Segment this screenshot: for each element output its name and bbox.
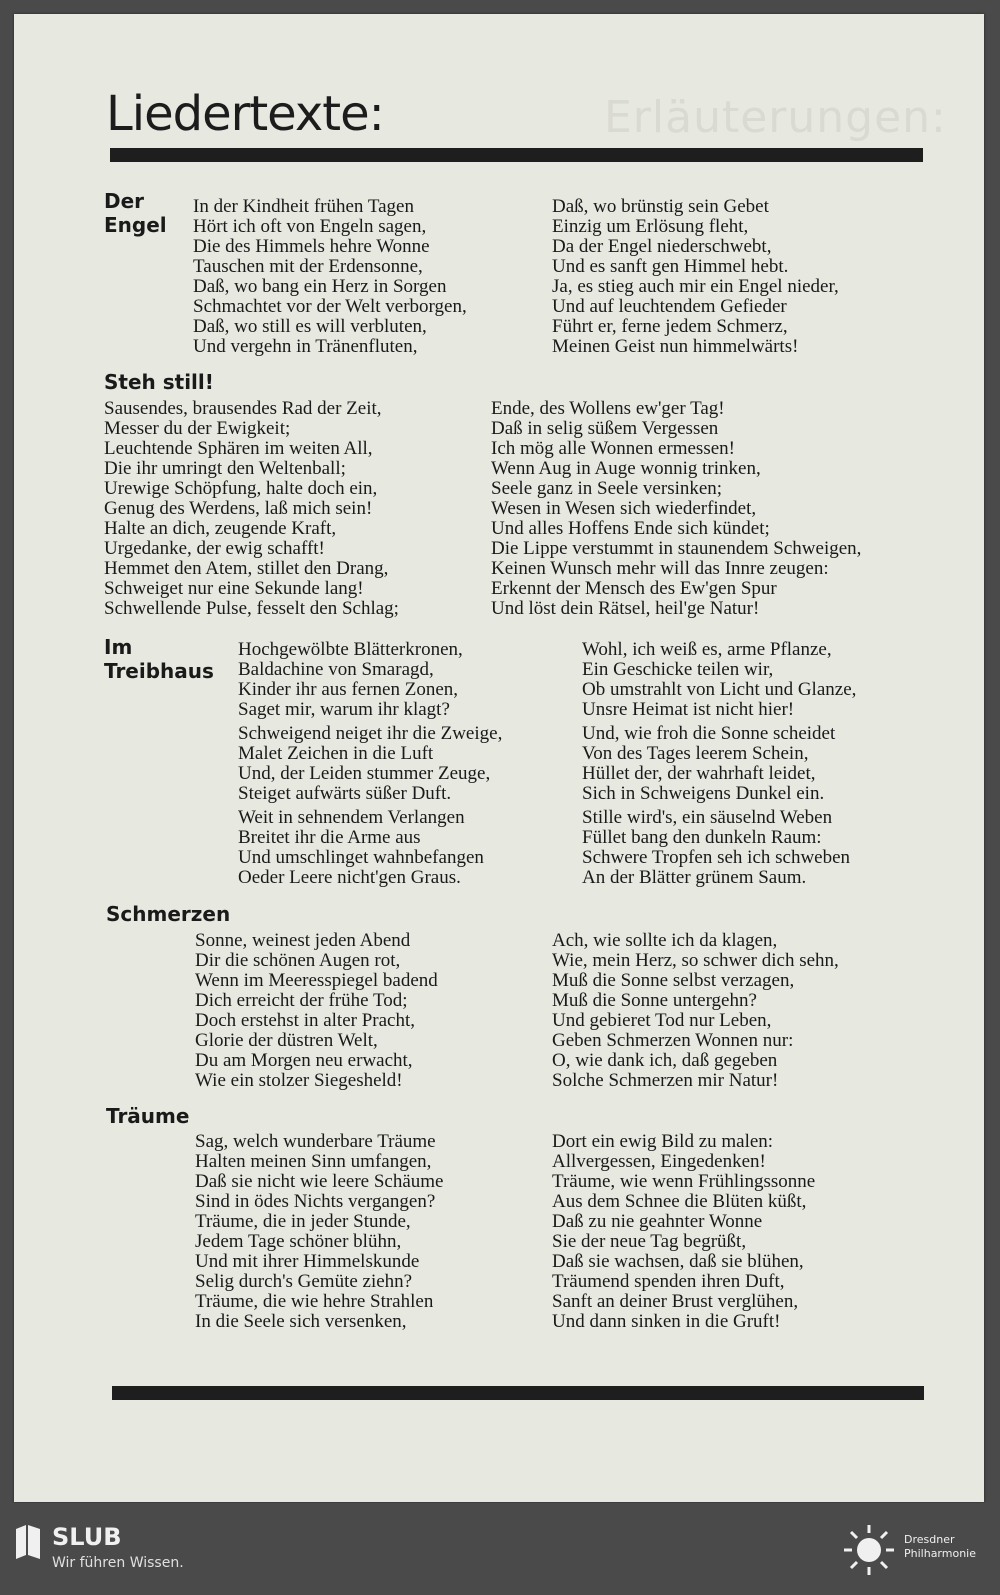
verse-line: Hüllet der, der wahrhaft leidet, bbox=[582, 763, 816, 784]
verse-line: Da der Engel niederschwebt, bbox=[552, 236, 772, 257]
show-through-text: Erläuterungen: bbox=[604, 92, 947, 143]
verse-line: Urewige Schöpfung, halte doch ein, bbox=[104, 478, 378, 499]
verse-line: Wohl, ich weiß es, arme Pflanze, bbox=[582, 639, 832, 660]
song-im-treibhaus-col2 bbox=[582, 640, 856, 888]
philharmonie-line2: Philharmonie bbox=[904, 1547, 976, 1560]
verse-line: Träume, die wie hehre Strahlen bbox=[195, 1291, 434, 1312]
verse-line: Genug des Werdens, laß mich sein! bbox=[104, 498, 373, 519]
heading-line: Engel bbox=[104, 213, 167, 237]
verse-line: Dich erreicht der frühe Tod; bbox=[195, 990, 408, 1011]
song-heading-traeume bbox=[106, 1104, 189, 1128]
verse-line: Keinen Wunsch mehr will das Innre zeugen: bbox=[491, 558, 829, 579]
verse-line: Ein Geschicke teilen wir, bbox=[582, 659, 774, 680]
verse-line: Daß zu nie geahnter Wonne bbox=[552, 1211, 763, 1232]
verse-line: Die Lippe verstummt in staunendem Schweigen, bbox=[491, 538, 862, 559]
verse-line: Du am Morgen neu erwacht, bbox=[195, 1050, 413, 1071]
song-im-treibhaus-col1 bbox=[238, 640, 502, 888]
verse-line: Sonne, weinest jeden Abend bbox=[195, 930, 411, 951]
verse-line: Tauschen mit der Erdensonne, bbox=[193, 256, 423, 277]
page-title: Liedertexte: bbox=[106, 86, 384, 142]
verse-line: Weit in sehnendem Verlangen bbox=[238, 807, 465, 828]
verse-line: Ach, wie sollte ich da klagen, bbox=[552, 930, 778, 951]
verse-line: Wie, mein Herz, so schwer dich sehn, bbox=[552, 950, 839, 971]
verse-line: Wenn Aug in Auge wonnig trinken, bbox=[491, 458, 761, 479]
verse-line: Die ihr umringt den Weltenball; bbox=[104, 458, 346, 479]
verse-line: Steiget aufwärts süßer Duft. bbox=[238, 783, 452, 804]
verse-line: Schwere Tropfen seh ich schweben bbox=[582, 847, 851, 868]
verse-line: Daß sie nicht wie leere Schäume bbox=[195, 1171, 444, 1192]
verse-line: Führt er, ferne jedem Schmerz, bbox=[552, 316, 788, 337]
heading-line: Steh still! bbox=[104, 370, 214, 394]
heading-line: Der bbox=[104, 189, 145, 213]
verse-line: Und, wie froh die Sonne scheidet bbox=[582, 723, 836, 744]
footer-bar bbox=[0, 1503, 1000, 1595]
verse-line: Stille wird's, ein säuselnd Weben bbox=[582, 807, 833, 828]
verse-line: O, wie dank ich, daß gegeben bbox=[552, 1050, 778, 1071]
verse-line: Daß in selig süßem Vergessen bbox=[491, 418, 719, 439]
song-schmerzen-col2 bbox=[552, 931, 839, 1091]
verse-line: Saget mir, warum ihr klagt? bbox=[238, 699, 450, 720]
verse-line: Kinder ihr aus fernen Zonen, bbox=[238, 679, 459, 700]
verse-line: Schwellende Pulse, fesselt den Schlag; bbox=[104, 598, 399, 619]
verse-line: Sausendes, brausendes Rad der Zeit, bbox=[104, 398, 382, 419]
document-page bbox=[14, 14, 984, 1502]
verse-line: Ich mög alle Wonnen ermessen! bbox=[491, 438, 735, 459]
song-der-engel-col2 bbox=[552, 197, 839, 357]
verse-line: Solche Schmerzen mir Natur! bbox=[552, 1070, 779, 1091]
verse-line: Schweiget nur eine Sekunde lang! bbox=[104, 578, 364, 599]
song-traeume-col1 bbox=[195, 1132, 443, 1332]
verse-line: Meinen Geist nun himmelwärts! bbox=[552, 336, 799, 357]
verse-line: Seele ganz in Seele versinken; bbox=[491, 478, 723, 499]
verse-line: Und vergehn in Tränenfluten, bbox=[193, 336, 418, 357]
verse-line: Träume, die in jeder Stunde, bbox=[195, 1211, 411, 1232]
song-heading-im-treibhaus bbox=[104, 635, 214, 683]
verse-line: Von des Tages leerem Schein, bbox=[582, 743, 809, 764]
verse-line: Malet Zeichen in die Luft bbox=[238, 743, 434, 764]
verse-line: Wenn im Meeresspiegel badend bbox=[195, 970, 438, 991]
verse-line: Aus dem Schnee die Blüten küßt, bbox=[552, 1191, 807, 1212]
verse-line: Und mit ihrer Himmelskunde bbox=[195, 1251, 420, 1272]
verse-line: Daß, wo bang ein Herz in Sorgen bbox=[193, 276, 447, 297]
verse-line: Schweigend neiget ihr die Zweige, bbox=[238, 723, 503, 744]
verse-line: In der Kindheit frühen Tagen bbox=[193, 196, 414, 217]
book-icon bbox=[14, 1525, 42, 1561]
verse-line: Und auf leuchtendem Gefieder bbox=[552, 296, 787, 317]
verse-line: An der Blätter grünem Saum. bbox=[582, 867, 807, 888]
verse-line: Träume, wie wenn Frühlingssonne bbox=[552, 1171, 816, 1192]
song-steh-still-col2 bbox=[491, 399, 861, 619]
verse-line: Daß sie wachsen, daß sie blühen, bbox=[552, 1251, 804, 1272]
song-traeume-col2 bbox=[552, 1132, 815, 1332]
bottom-rule bbox=[112, 1386, 924, 1400]
slub-tagline: Wir führen Wissen. bbox=[52, 1555, 184, 1571]
verse-line: Muß die Sonne untergehn? bbox=[552, 990, 757, 1011]
verse-line: Und es sanft gen Himmel hebt. bbox=[552, 256, 789, 277]
song-steh-still-col1 bbox=[104, 399, 399, 619]
heading-line: Im bbox=[104, 635, 133, 659]
verse-line: Ob umstrahlt von Licht und Glanze, bbox=[582, 679, 857, 700]
verse-line: Träumend spenden ihren Duft, bbox=[552, 1271, 785, 1292]
verse-line: Dir die schönen Augen rot, bbox=[195, 950, 401, 971]
song-heading-steh-still bbox=[104, 370, 214, 394]
verse-line: Dort ein ewig Bild zu malen: bbox=[552, 1131, 774, 1152]
verse-line: Glorie der düstren Welt, bbox=[195, 1030, 378, 1051]
verse-line: Geben Schmerzen Wonnen nur: bbox=[552, 1030, 794, 1051]
verse-line: Schmachtet vor der Welt verborgen, bbox=[193, 296, 467, 317]
verse-line: Wesen in Wesen sich wiederfindet, bbox=[491, 498, 757, 519]
verse-line: Sie der neue Tag begrüßt, bbox=[552, 1231, 747, 1252]
verse-line: Wie ein stolzer Siegesheld! bbox=[195, 1070, 403, 1091]
verse-line: Halten meinen Sinn umfangen, bbox=[195, 1151, 432, 1172]
slub-logo-text[interactable]: SLUB bbox=[52, 1523, 122, 1551]
verse-line: Urgedanke, der ewig schafft! bbox=[104, 538, 325, 559]
verse-line: Hemmet den Atem, stillet den Drang, bbox=[104, 558, 389, 579]
verse-line: Hört ich oft von Engeln sagen, bbox=[193, 216, 427, 237]
top-rule bbox=[110, 148, 923, 162]
verse-line: Unsre Heimat ist nicht hier! bbox=[582, 699, 795, 720]
verse-line: Baldachine von Smaragd, bbox=[238, 659, 434, 680]
verse-line: Und, der Leiden stummer Zeuge, bbox=[238, 763, 491, 784]
verse-line: Sich in Schweigens Dunkel ein. bbox=[582, 783, 825, 804]
philharmonie-line1: Dresdner bbox=[904, 1533, 955, 1546]
verse-line: Sind in ödes Nichts vergangen? bbox=[195, 1191, 436, 1212]
verse-line: Allvergessen, Eingedenken! bbox=[552, 1151, 766, 1172]
verse-line: Sanft an deiner Brust verglühen, bbox=[552, 1291, 799, 1312]
verse-line: Messer du der Ewigkeit; bbox=[104, 418, 291, 439]
verse-line: Hochgewölbte Blätterkronen, bbox=[238, 639, 463, 660]
verse-line: Leuchtende Sphären im weiten All, bbox=[104, 438, 373, 459]
heading-line: Träume bbox=[106, 1104, 190, 1128]
verse-line: Die des Himmels hehre Wonne bbox=[193, 236, 430, 257]
song-heading-schmerzen bbox=[106, 902, 230, 926]
verse-line: Halte an dich, zeugende Kraft, bbox=[104, 518, 337, 539]
verse-line: Und gebieret Tod nur Leben, bbox=[552, 1010, 772, 1031]
verse-line: Erkennt der Mensch des Ew'gen Spur bbox=[491, 578, 777, 599]
philharmonie-logo-text[interactable] bbox=[904, 1533, 976, 1561]
verse-line: Ja, es stieg auch mir ein Engel nieder, bbox=[552, 276, 839, 297]
verse-line: Und löst dein Rätsel, heil'ge Natur! bbox=[491, 598, 760, 619]
verse-line: In die Seele sich versenken, bbox=[195, 1311, 407, 1332]
verse-line: Einzig um Erlösung fleht, bbox=[552, 216, 749, 237]
sun-emblem-icon bbox=[842, 1523, 896, 1577]
verse-line: Daß, wo brünstig sein Gebet bbox=[552, 196, 769, 217]
verse-line: Füllet bang den dunkeln Raum: bbox=[582, 827, 822, 848]
verse-line: Jedem Tage schöner blühn, bbox=[195, 1231, 402, 1252]
verse-line: Und dann sinken in die Gruft! bbox=[552, 1311, 781, 1332]
verse-line: Daß, wo still es will verbluten, bbox=[193, 316, 427, 337]
verse-line: Breitet ihr die Arme aus bbox=[238, 827, 421, 848]
verse-line: Doch erstehst in alter Pracht, bbox=[195, 1010, 416, 1031]
verse-line: Und alles Hoffens Ende sich kündet; bbox=[491, 518, 770, 539]
heading-line: Schmerzen bbox=[106, 902, 231, 926]
verse-line: Muß die Sonne selbst verzagen, bbox=[552, 970, 795, 991]
song-der-engel-col1 bbox=[193, 197, 467, 357]
verse-line: Oeder Leere nicht'gen Graus. bbox=[238, 867, 461, 888]
verse-line: Selig durch's Gemüte ziehn? bbox=[195, 1271, 413, 1292]
verse-line: Ende, des Wollens ew'ger Tag! bbox=[491, 398, 725, 419]
verse-line: Und umschlinget wahnbefangen bbox=[238, 847, 484, 868]
heading-line: Treibhaus bbox=[104, 659, 214, 683]
song-heading-der-engel bbox=[104, 189, 167, 237]
verse-line: Sag, welch wunderbare Träume bbox=[195, 1131, 436, 1152]
song-schmerzen-col1 bbox=[195, 931, 438, 1091]
